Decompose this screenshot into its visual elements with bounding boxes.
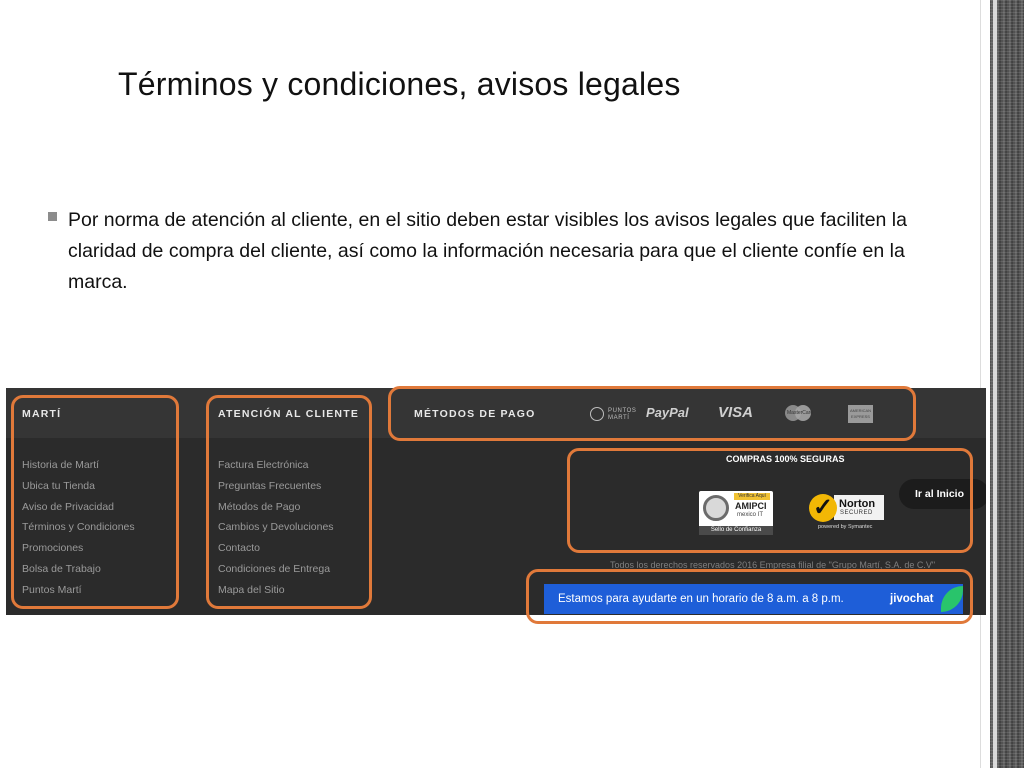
amex-logo: AMERICAN EXPRESS	[848, 405, 873, 423]
footer-link[interactable]: Métodos de Pago	[218, 500, 301, 513]
visa-logo: VISA	[718, 404, 754, 421]
square-bullet-icon	[48, 212, 57, 221]
chat-message: Estamos para ayudarte en un horario de 8 a.m. a 8 p.m.	[558, 593, 844, 605]
slide-title: Términos y condiciones, avisos legales	[118, 66, 681, 102]
back-to-top-button[interactable]: Ir al Inicio	[899, 479, 986, 509]
highlight-box-atencion-column	[206, 395, 372, 609]
footer-link[interactable]: Bolsa de Trabajo	[22, 562, 101, 575]
footer-link[interactable]: Preguntas Frecuentes	[218, 479, 322, 492]
amipci-verify-badge: Verifica Aquí	[734, 493, 770, 500]
bullet-text: Por norma de atención al cliente, en el sitio deben estar visibles los avisos legales que faciliten la claridad de compra del cliente, así como la información necesaria para que el cliente confíe en la marca.	[68, 209, 907, 293]
footer-link[interactable]: Aviso de Privacidad	[22, 500, 115, 513]
decorative-side-strip	[990, 0, 1024, 768]
puntos-marti-logo: PUNTOS MARTÍ	[608, 408, 637, 421]
footer-link[interactable]: Cambios y Devoluciones	[218, 521, 334, 534]
footer-link[interactable]: Ubica tu Tienda	[22, 479, 95, 492]
footer-link[interactable]: Términos y Condiciones	[22, 521, 135, 534]
bullet-point	[46, 205, 926, 298]
side-divider	[980, 0, 981, 768]
norton-name: Norton	[839, 498, 876, 510]
footer-link[interactable]: Factura Electrónica	[218, 459, 309, 471]
norton-powered-by: powered by Symantec	[818, 524, 873, 530]
footer-link[interactable]: Mapa del Sitio	[218, 583, 285, 596]
secure-purchases-title: COMPRAS 100% SEGURAS	[726, 454, 845, 464]
footer-link[interactable]: Historia de Martí	[22, 459, 100, 471]
checkmark-icon: ✓	[809, 494, 837, 522]
highlight-box-marti-column	[11, 395, 179, 609]
jivochat-logo: jivochat	[890, 593, 934, 605]
highlight-box-secure-purchases	[567, 448, 973, 553]
highlight-box-payment-methods	[388, 386, 916, 441]
footer-link[interactable]: Condiciones de Entrega	[218, 562, 331, 575]
footer-link[interactable]: Contacto	[218, 542, 261, 555]
amipci-name: AMIPCI	[735, 501, 767, 511]
paypal-logo: PayPal	[646, 405, 689, 420]
mastercard-label: MasterCard	[787, 410, 814, 416]
norton-secured-label: SECURED	[840, 510, 873, 516]
highlight-box-chat	[526, 569, 973, 624]
footer-link[interactable]: Promociones	[22, 542, 84, 555]
amipci-seal-label: Sello de Confianza	[699, 526, 773, 535]
footer-link[interactable]: Puntos Martí	[22, 583, 82, 596]
footer-col-title-atencion: ATENCIÓN AL CLIENTE	[218, 408, 360, 420]
footer-col-title-marti: MARTÍ	[22, 408, 62, 420]
amipci-sub: mexico IT	[737, 512, 764, 518]
payment-methods-title: MÉTODOS DE PAGO	[414, 408, 536, 420]
copyright-text: Todos los derechos reservados 2016 Empresa filial de "Grupo Martí, S.A. de C.V"	[610, 560, 936, 570]
